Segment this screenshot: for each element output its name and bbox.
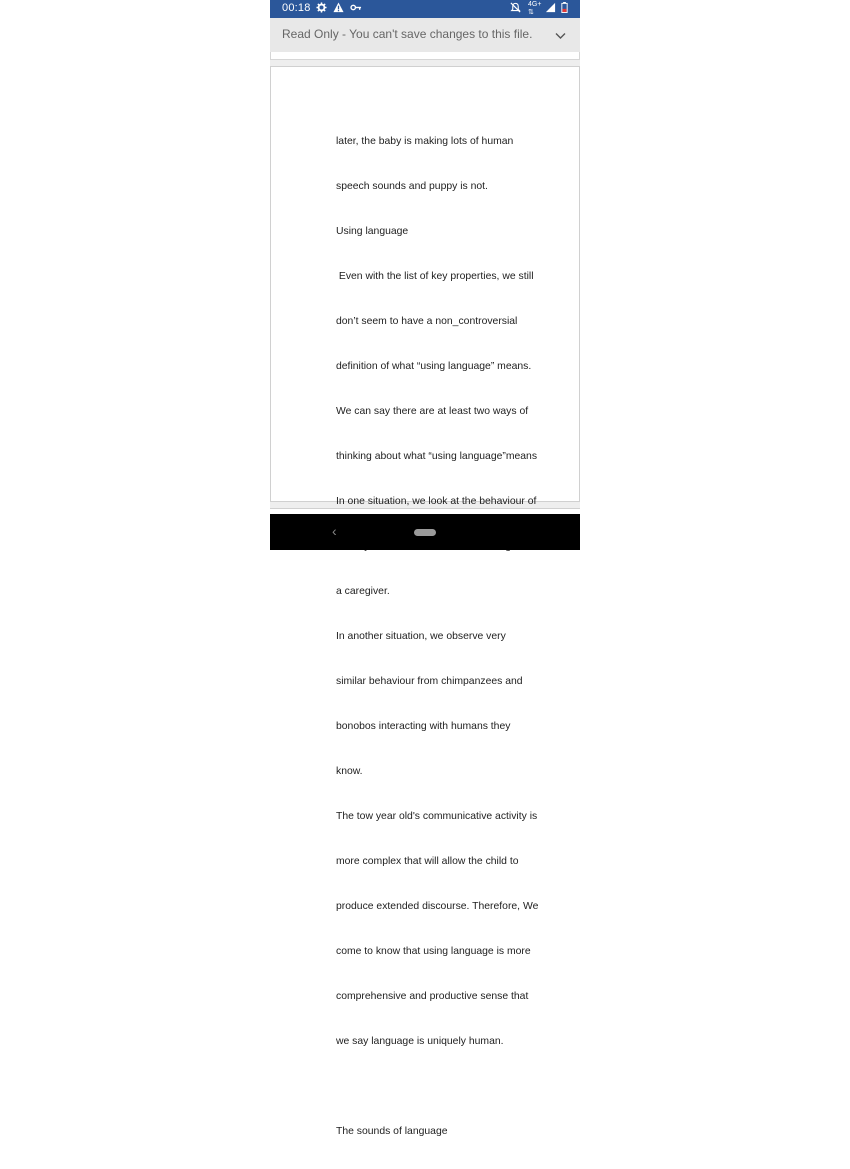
text-line: a caregiver.	[336, 586, 390, 597]
status-time: 00:18	[282, 2, 311, 14]
home-pill-icon[interactable]	[414, 529, 436, 536]
text-line: The tow year old's communicative activity is	[336, 811, 538, 822]
text-line: more complex that will allow the child to	[336, 856, 519, 867]
text-line: In another situation, we observe very	[336, 631, 506, 642]
warning-icon	[333, 2, 344, 17]
blank-line	[336, 1079, 556, 1094]
text-line: bonobos interacting with humans they	[336, 721, 511, 732]
text-line: similar behaviour from chimpanzees and	[336, 676, 523, 687]
document-text	[336, 104, 556, 1169]
text-line: know.	[336, 766, 363, 777]
text-line: thinking about what “using language”means	[336, 451, 538, 462]
read-only-message: Read Only - You can't save changes to this file.	[282, 27, 533, 41]
data-arrows-icon: 4G+ ⇅	[528, 1, 542, 16]
key-icon	[350, 2, 362, 17]
text-line: we say language is uniquely human.	[336, 1036, 504, 1047]
network-type-label: 4G+	[528, 1, 542, 8]
status-bar	[270, 0, 580, 18]
read-only-banner[interactable]	[270, 18, 580, 52]
phone-screen	[270, 0, 580, 1137]
chevron-down-icon[interactable]	[555, 29, 566, 43]
text-line: comprehensive and productive sense that	[336, 991, 529, 1002]
text-line: produce extended discourse. Therefore, We	[336, 901, 539, 912]
text-line: In one situation, we look at the behaviour of	[336, 496, 537, 507]
battery-low-icon	[561, 2, 568, 17]
document-page[interactable]	[270, 66, 580, 1137]
back-chevron-icon[interactable]: ‹	[332, 523, 337, 539]
section-heading: Using language	[336, 226, 409, 237]
navigation-bar	[270, 514, 580, 550]
previous-page-edge	[270, 52, 580, 60]
text-line: don’t seem to have a non_controversial	[336, 316, 518, 327]
text-line: later, the baby is making lots of human	[336, 136, 514, 147]
text-line: definition of what “using language” means.	[336, 361, 532, 372]
text-line: We can say there are at least two ways of	[336, 406, 529, 417]
signal-icon	[545, 2, 556, 17]
text-line: Even with the list of key properties, we still	[336, 271, 534, 282]
gear-icon	[316, 2, 327, 17]
text-line: speech sounds and puppy is not.	[336, 181, 488, 192]
bell-off-icon	[510, 2, 521, 17]
section-heading: The sounds of language	[336, 1126, 448, 1137]
text-line: come to know that using language is more	[336, 946, 531, 957]
